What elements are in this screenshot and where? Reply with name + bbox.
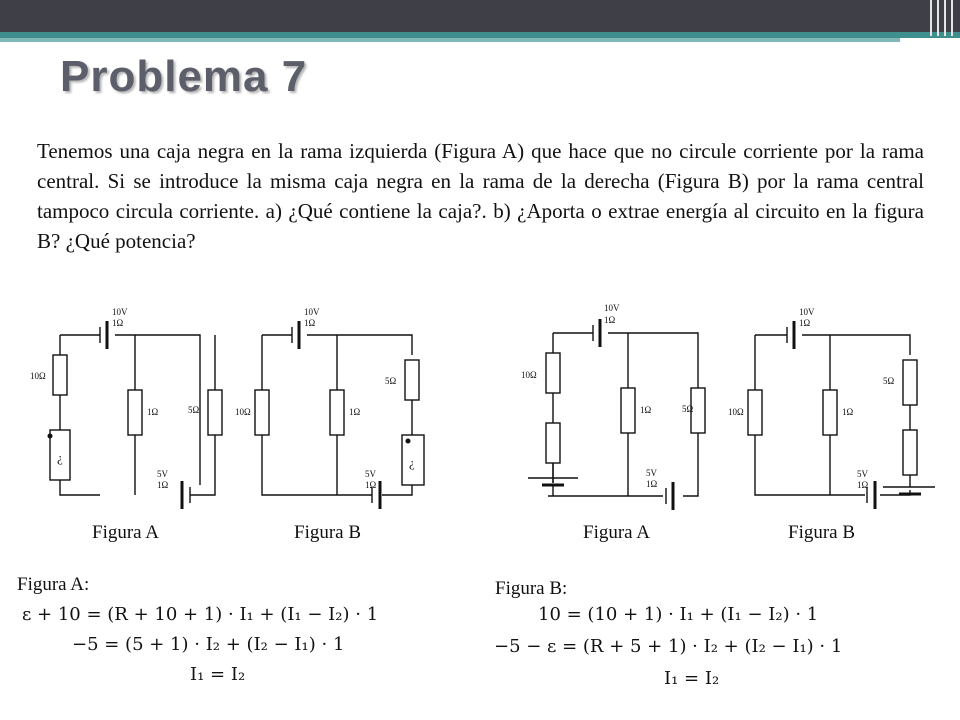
black-box-label: ¿ bbox=[57, 450, 63, 465]
figure-a-caption: Figura A bbox=[92, 522, 160, 543]
label-r10: 10Ω bbox=[521, 370, 537, 380]
label-r-source: 1Ω bbox=[157, 480, 169, 490]
label-r-source: 1Ω bbox=[646, 479, 658, 489]
eq-b-line2: −5 − ε = (R + 5 + 1) · I₂ + (I₂ − I₁) · 1 bbox=[494, 636, 843, 657]
circuit-figure-b-1 bbox=[232, 305, 432, 520]
label-10v: 10V bbox=[604, 303, 620, 313]
label-5v: 5V bbox=[365, 469, 376, 479]
eq-a-line3: I₁ = I₂ bbox=[190, 664, 246, 685]
label-r-source: 1Ω bbox=[304, 318, 316, 328]
figure-a-caption: Figura A bbox=[583, 522, 651, 543]
label-r1: 1Ω bbox=[147, 407, 159, 417]
label-r10: 10Ω bbox=[728, 407, 744, 417]
label-10v: 10V bbox=[112, 307, 128, 317]
slide-accent-line bbox=[0, 38, 900, 42]
decor-rail bbox=[951, 0, 953, 36]
decor-rail bbox=[937, 0, 939, 36]
label-r1: 1Ω bbox=[349, 407, 361, 417]
label-10v: 10V bbox=[799, 307, 815, 317]
label-r10: 10Ω bbox=[30, 371, 46, 381]
figure-b-caption: Figura B bbox=[294, 522, 362, 543]
eq-b-title: Figura B: bbox=[495, 578, 568, 599]
label-10v: 10V bbox=[304, 307, 320, 317]
eq-a-line1: ε + 10 = (R + 10 + 1) · I₁ + (I₁ − I₂) · 1 bbox=[22, 604, 379, 625]
circuit-figure-a-1 bbox=[25, 305, 225, 520]
label-r5: 5Ω bbox=[682, 404, 694, 414]
label-r-source: 1Ω bbox=[857, 480, 869, 490]
label-r-source: 1Ω bbox=[365, 480, 377, 490]
decor-rail bbox=[944, 0, 946, 36]
eq-a-title: Figura A: bbox=[17, 574, 90, 595]
label-r5: 5Ω bbox=[385, 376, 397, 386]
label-r1: 1Ω bbox=[640, 405, 652, 415]
black-box-label: ¿ bbox=[409, 455, 415, 470]
circuit-figure-b-2 bbox=[725, 305, 940, 520]
label-r10: 10Ω bbox=[235, 407, 251, 417]
label-5v: 5V bbox=[857, 469, 868, 479]
label-r1: 1Ω bbox=[842, 407, 854, 417]
label-r5: 5Ω bbox=[188, 405, 200, 415]
label-r5: 5Ω bbox=[883, 376, 895, 386]
label-r-source: 1Ω bbox=[799, 318, 811, 328]
label-5v: 5V bbox=[157, 469, 168, 479]
circuit-figure-a-2 bbox=[518, 298, 718, 520]
problem-statement: Tenemos una caja negra en la rama izquierda (Figura A) que hace que no circule corriente por la rama central. Si se introduce la misma caja negra en la rama de la derecha (Figura B) por la rama central tampoco circula corriente. a) ¿Qué contiene la caja?. b) ¿Aporta o extrae energía al circuito en la figura B? ¿Qué potencia? bbox=[37, 139, 924, 253]
eq-b-line3: I₁ = I₂ bbox=[664, 668, 720, 689]
slide-title: Problema 7 bbox=[60, 52, 308, 101]
eq-a-line2: −5 = (5 + 1) · I₂ + (I₂ − I₁) · 1 bbox=[72, 634, 345, 655]
label-r-source: 1Ω bbox=[604, 315, 616, 325]
decor-rail bbox=[930, 0, 932, 36]
figure-b-caption: Figura B bbox=[788, 522, 856, 543]
label-r-source: 1Ω bbox=[112, 318, 124, 328]
label-5v: 5V bbox=[646, 468, 657, 478]
eq-b-line1: 10 = (10 + 1) · I₁ + (I₁ − I₂) · 1 bbox=[538, 604, 819, 625]
